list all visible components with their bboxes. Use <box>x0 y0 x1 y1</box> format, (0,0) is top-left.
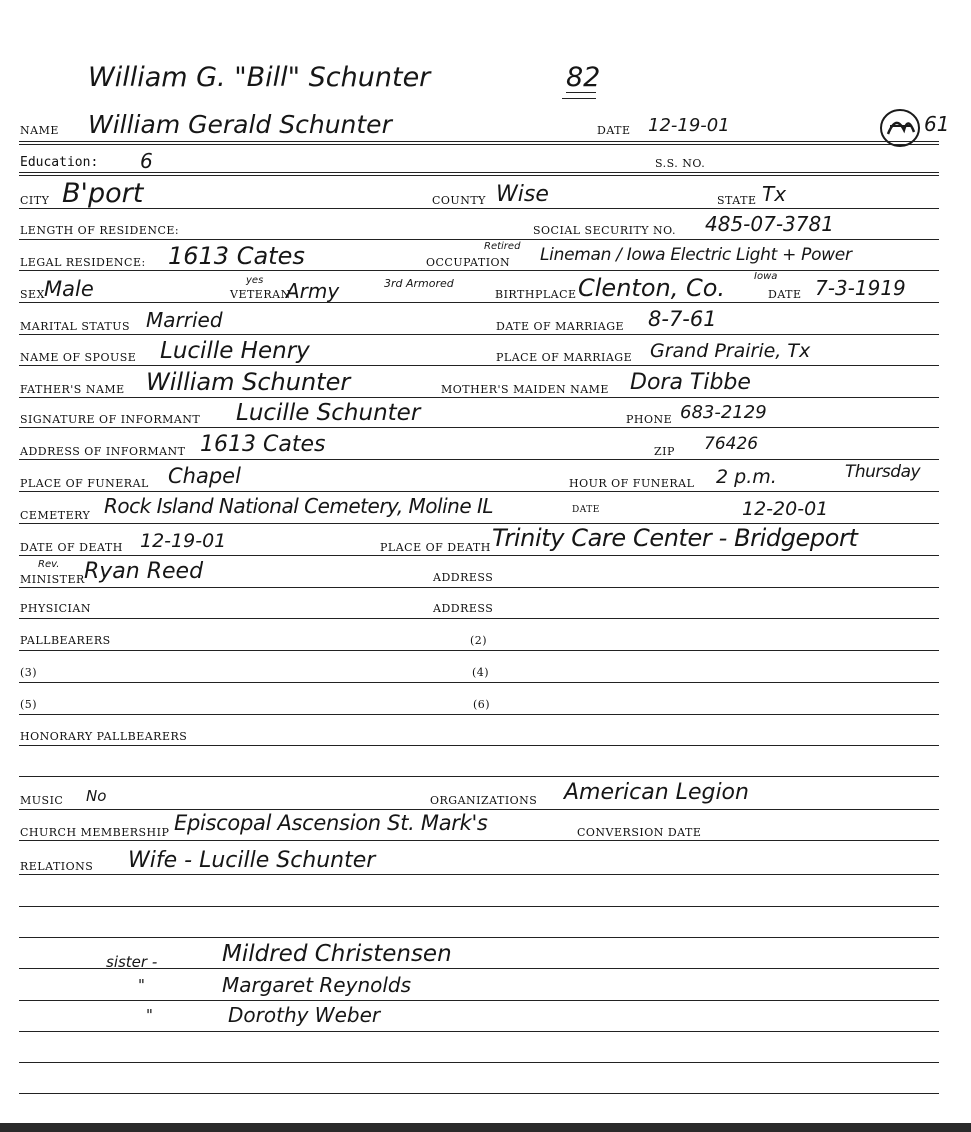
row-honorary-2-rule <box>19 776 939 777</box>
cemetery-label: CEMETERY <box>20 509 91 522</box>
cemetery-date-label: DATE <box>572 505 600 515</box>
sex-label: SEX <box>20 288 45 301</box>
veteran-unit: 3rd Armored <box>384 277 454 290</box>
cemetery-value: Rock Island National Cemetery, Moline IL <box>104 494 494 518</box>
occupation-note: Retired <box>484 241 521 252</box>
date-value: 12-19-01 <box>648 115 730 136</box>
name-value: William Gerald Schunter <box>88 110 392 139</box>
date-of-marriage-value: 8-7-61 <box>648 307 717 331</box>
date-label: DATE <box>597 124 631 137</box>
conversion-date-label: CONVERSION DATE <box>577 826 702 839</box>
county-value: Wise <box>496 182 549 207</box>
church-membership-value: Episcopal Ascension St. Mark's <box>174 811 488 835</box>
honorary-pallbearers-label: HONORARY PALLBEARERS <box>20 730 188 743</box>
minister-address-label: ADDRESS <box>433 571 494 584</box>
date-of-death-label: DATE OF DEATH <box>20 541 123 554</box>
row-sex-rule <box>19 302 939 303</box>
survivor-prefix: " <box>138 976 145 994</box>
cemetery-date-value: 12-20-01 <box>742 498 829 520</box>
birth-date-label: DATE <box>768 288 802 301</box>
veteran-value: Army <box>286 279 340 303</box>
zip-label: ZIP <box>654 445 675 458</box>
row-city-rule <box>19 208 939 209</box>
spouse-label: NAME OF SPOUSE <box>20 351 137 364</box>
birthplace-value: Clenton, Co. <box>578 274 726 302</box>
music-label: MUSIC <box>20 794 64 807</box>
veteran-note: yes <box>246 275 264 286</box>
church-membership-label: CHURCH MEMBERSHIP <box>20 826 170 839</box>
place-of-funeral-label: PLACE OF FUNERAL <box>20 477 149 490</box>
survivor-prefix: " <box>146 1006 153 1024</box>
age-underline <box>566 92 596 93</box>
pallbearer-slot-5: (5) <box>20 698 38 711</box>
education-value: 6 <box>140 149 153 173</box>
informant-address-label: ADDRESS OF INFORMANT <box>20 445 186 458</box>
scan-bottom-edge <box>0 1123 971 1132</box>
place-of-death-label: PLACE OF DEATH <box>380 541 491 554</box>
row-church-rule <box>19 840 939 841</box>
veteran-label: VETERAN <box>230 288 291 301</box>
legal-residence-label: LEGAL RESIDENCE: <box>20 256 146 269</box>
survivor-rule-2 <box>19 1000 939 1001</box>
age-underline-2 <box>562 98 596 99</box>
birth-state-note: Iowa <box>754 271 778 282</box>
pallbearer-slot-2: (2) <box>470 634 488 647</box>
marital-status-value: Married <box>146 308 223 332</box>
birth-date-value: 7-3-1919 <box>815 276 906 300</box>
fathers-name-label: FATHER'S NAME <box>20 383 125 396</box>
date-of-death-value: 12-19-01 <box>140 530 227 552</box>
pallbearer-slot-4: (4) <box>472 666 490 679</box>
file-code-value: 61 <box>924 112 950 136</box>
relations-value: Wife - Lucille Schunter <box>128 848 376 873</box>
pallbearer-slot-6: (6) <box>473 698 491 711</box>
row-relations-rule <box>19 874 939 875</box>
survivor-prefix: sister - <box>106 953 158 971</box>
physician-label: PHYSICIAN <box>20 602 91 615</box>
blank-rule-4 <box>19 1062 939 1063</box>
place-of-funeral-value: Chapel <box>168 464 241 488</box>
date-of-marriage-label: DATE OF MARRIAGE <box>496 320 625 333</box>
blank-rule-3 <box>19 1031 939 1032</box>
row-length-rule <box>19 239 939 240</box>
row-legal-rule <box>19 270 939 271</box>
row-father-rule <box>19 397 939 398</box>
funeral-day-value: Thursday <box>845 462 921 482</box>
row-pallbearers-2-rule <box>19 682 939 683</box>
occupation-value: Lineman / Iowa Electric Light + Power <box>540 245 852 265</box>
row-pallbearers-rule <box>19 650 939 651</box>
marital-status-label: MARITAL STATUS <box>20 320 131 333</box>
age-value: 82 <box>566 62 601 93</box>
informant-address-value: 1613 Cates <box>200 432 326 457</box>
minister-value: Ryan Reed <box>84 559 204 584</box>
row-minister-rule <box>19 587 939 588</box>
mothers-maiden-name-value: Dora Tibbe <box>630 370 751 395</box>
pallbearer-slot-3: (3) <box>20 666 38 679</box>
header-handwritten-name: William G. "Bill" Schunter <box>88 62 431 93</box>
survivor-name: Margaret Reynolds <box>222 973 412 997</box>
length-of-residence-label: LENGTH OF RESIDENCE: <box>20 224 180 237</box>
social-security-label: SOCIAL SECURITY NO. <box>533 224 677 237</box>
birthplace-label: BIRTHPLACE <box>495 288 577 301</box>
social-security-value: 485-07-3781 <box>705 212 834 236</box>
row-death-rule <box>19 555 939 556</box>
signature-value: Lucille Schunter <box>236 400 421 426</box>
row-signature-rule <box>19 427 939 428</box>
spouse-value: Lucille Henry <box>160 338 310 364</box>
blank-rule-1 <box>19 906 939 907</box>
name-label: NAME <box>20 124 59 137</box>
row-honorary-rule <box>19 745 939 746</box>
minister-label: MINISTER <box>20 573 85 586</box>
survivor-name: Dorothy Weber <box>228 1003 381 1027</box>
city-value: B'port <box>62 178 144 209</box>
place-of-marriage-label: PLACE OF MARRIAGE <box>496 351 633 364</box>
phone-label: PHONE <box>626 413 673 426</box>
music-value: No <box>86 787 107 805</box>
row-marital-rule <box>19 334 939 335</box>
place-of-death-value: Trinity Care Center - Bridgeport <box>492 524 858 552</box>
hour-of-funeral-value: 2 p.m. <box>716 466 777 488</box>
state-value: Tx <box>762 182 787 206</box>
relations-label: RELATIONS <box>20 860 94 873</box>
row-pallbearers-3-rule <box>19 714 939 715</box>
row-education-rule <box>19 172 939 173</box>
county-label: COUNTY <box>432 194 486 207</box>
pallbearers-label: PALLBEARERS <box>20 634 111 647</box>
row-name-rule <box>19 141 939 142</box>
place-of-marriage-value: Grand Prairie, Tx <box>650 340 811 362</box>
sex-value: Male <box>44 277 94 301</box>
survivor-rule-1 <box>19 968 939 969</box>
hour-of-funeral-label: HOUR OF FUNERAL <box>569 477 695 490</box>
blank-rule-5 <box>19 1093 939 1094</box>
occupation-label: OCCUPATION <box>426 256 511 269</box>
ss-no-label: S.S. NO. <box>655 157 706 170</box>
organizations-value: American Legion <box>564 780 749 805</box>
zip-value: 76426 <box>704 434 759 454</box>
state-label: STATE <box>717 194 757 207</box>
row-music-rule <box>19 809 939 810</box>
city-label: CITY <box>20 194 50 207</box>
phone-value: 683-2129 <box>680 402 767 423</box>
minister-note: Rev. <box>38 559 60 570</box>
fathers-name-value: William Schunter <box>146 368 351 396</box>
physician-address-label: ADDRESS <box>433 602 494 615</box>
education-label: Education: <box>20 155 99 170</box>
signature-label: SIGNATURE OF INFORMANT <box>20 413 201 426</box>
row-funeral-rule <box>19 491 939 492</box>
row-spouse-rule <box>19 365 939 366</box>
row-physician-rule <box>19 618 939 619</box>
row-address-rule <box>19 459 939 460</box>
mothers-maiden-name-label: MOTHER'S MAIDEN NAME <box>441 383 609 396</box>
legal-residence-value: 1613 Cates <box>168 242 305 270</box>
blank-rule-2 <box>19 937 939 938</box>
survivor-name: Mildred Christensen <box>222 941 452 967</box>
organizations-label: ORGANIZATIONS <box>430 794 538 807</box>
